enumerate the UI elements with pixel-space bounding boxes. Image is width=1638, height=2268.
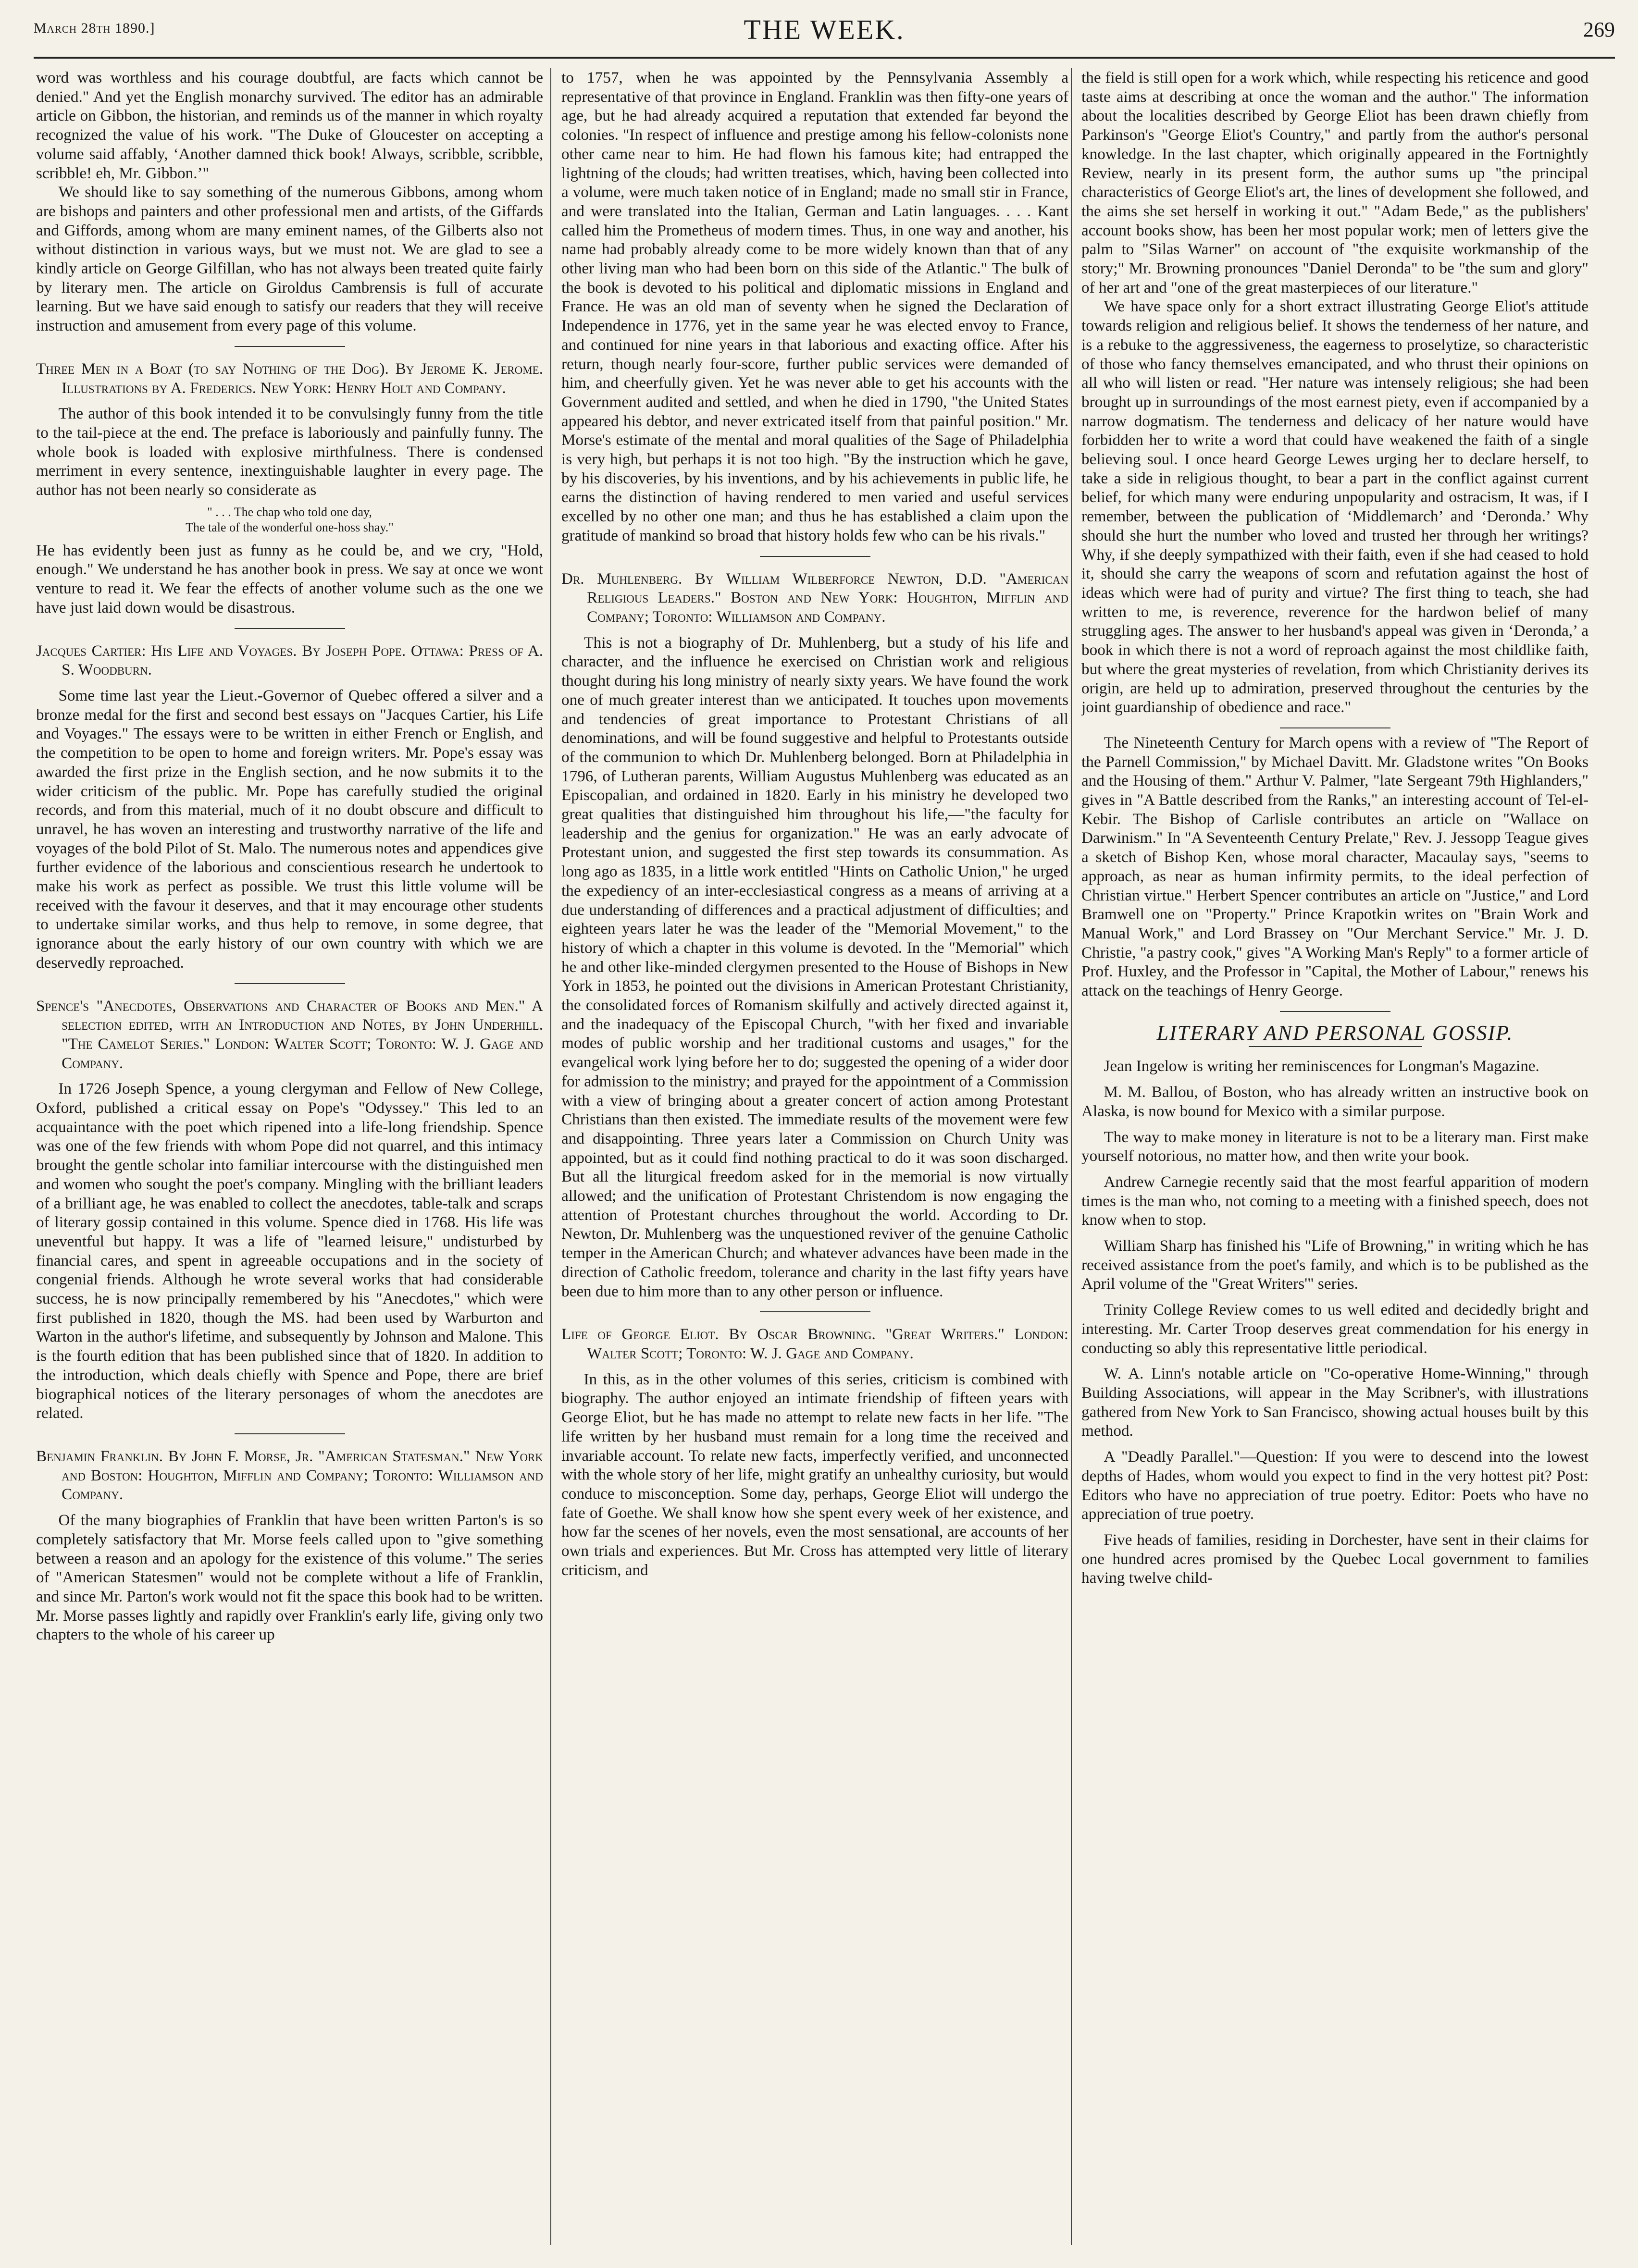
paragraph: The author of this book intended it to be convulsingly funny from the title to the tail-piece at the end. The preface is laboriously and painfully funny. The whole book is loaded with explosive mirthfulness. There is condensed merriment in every sentence, inextinguishable laughter in every page. The author has not been nearly so considerate as <box>36 405 543 499</box>
paragraph: the field is still open for a work which, while respecting his reticence and good taste aims at describing at once the woman and the author." The information about the localities described by George Eliot has been drawn chiefly from Parkinson's "George Eliot's Country," and partly from the author's personal knowledge. In the last chapter, which originally appeared in the Fortnightly Review, nearly in its present form, the author sums up "the principal characteristics of George Eliot's art, the lines of development she followed, and the aims she set herself in working it out." "Adam Bede," as the publishers' account books show, has been her most popular work; men of letters give the palm to "Silas Warner" on account of "the exquisite workmanship of the story;" Mr. Browning pronounces "Daniel Deronda" to be "the sum and glory" of her art and "one of the great masterpieces of our literature." <box>1081 69 1588 296</box>
publication-title: THE WEEK. <box>744 14 905 45</box>
verse-quote <box>36 505 543 535</box>
gossip-item: M. M. Ballou, of Boston, who has already written an instructive book on Alaska, is now bound for Mexico with a similar purpose. <box>1081 1083 1588 1120</box>
gossip-item: W. A. Linn's notable article on "Co-operative Home-Winning," through Building Associations, will appear in the May Scribner's, with illustrations gathered from New York to San Francisco, showing actual houses built by this method. <box>1081 1365 1588 1440</box>
section-rule <box>235 628 345 629</box>
gossip-item: Andrew Carnegie recently said that the most fearful apparition of modern times is the man who, not coming to a meeting with a finished speech, does not know when to stop. <box>1081 1172 1588 1229</box>
gossip-item: Jean Ingelow is writing her reminiscences for Longman's Magazine. <box>1104 1057 1539 1075</box>
paragraph: He has evidently been just as funny as he could be, and we cry, "Hold, enough." We understand he has another book in press. We say at once we wont venture to read it. We fear the effects of another volume such as the one we have just laid down would be disastrous. <box>36 541 543 616</box>
gossip-item: The way to make money in literature is not to be a literary man. First make yourself notorious, no matter how, and then write your book. <box>1081 1128 1588 1165</box>
review-heading-text: Spence's "Anecdotes, Observations and Character of Books and Men." A selection edited, with an Introduction and Notes, by John Underhill. "The Camelot Series." London: Walter Scott; Toronto: W. J. Gage and Company. <box>36 997 543 1072</box>
page-header <box>34 13 1615 47</box>
title-underline <box>1249 1046 1422 1047</box>
paragraph: to 1757, when he was appointed by the Pennsylvania Assembly a representative of that province in England. Franklin was then fifty-one years of age, but he had already acquired a reputation that extended far beyond the colonies. "In respect of influence and prestige among his fellow-colonists none other came near to him. He had flown his famous kite; had entrapped the lightning of the clouds; had written treatises, which, having been collected into a volume, were much taken notice of in England; made no small stir in France, and were translated into the Italian, German and Latin languages. . . . Kant called him the Prometheus of modern times. Thus, in one way and another, his name had probably already come to be more widely known than that of any other living man who had been born on this side of the Atlantic." The bulk of the book is devoted to his political and diplomatic missions in England and France. He was an old man of seventy when he signed the Declaration of Independence in 1776, yet in the same year he was elected envoy to France, and continued for nine years in that laborious and exacting office. After his return, though nearly four-score, further public services were demanded of him, and cheerfully given. Yet he was never able to get his accounts with the Government audited and settled, and when he died in 1790, "the United States appeared his debtor, and never extricated itself from that painful position." Mr. Morse's estimate of the mental and moral qualities of the Sage of Philadelphia is very high, but perhaps it is not too high. "By the instruction which he gave, by his discoveries, by his inventions, and by his achievements in public life, he earns the distinction of having rendered to men varied and useful services excelled by no other one man; and thus he has established a claim upon the gratitude of mankind so broad that history holds few who can be his rivals." <box>561 69 1068 544</box>
gossip-item: Trinity College Review comes to us well edited and decidedly bright and interesting. Mr. Carter Troop deserves great commendation for his energy in conducting so ably this representative little periodical. <box>1081 1301 1588 1357</box>
paragraph: The Nineteenth Century for March opens with a review of "The Report of the Parnell Commission," by Michael Davitt. Mr. Gladstone writes "On Books and the Housing of them." Arthur V. Palmer, "late Sergeant 79th Highlanders," gives in "A Battle described from the Ranks," an interesting account of Tel-el-Kebir. The Bishop of Carlisle contributes an article on "Wallace on Darwinism." In "A Seventeenth Century Prelate," Rev. J. Jessopp Teague gives a sketch of Bishop Ken, whose moral character, Macaulay says, "seems to approach, as near as human infirmity permits, to the ideal perfection of Christian virtue." Herbert Spencer contributes an article on "Justice," and Lord Bramwell one on "Property." Prince Krapotkin writes on "Brain Work and Manual Work," and Lord Brassey on "Our Merchant Service." Mr. J. D. Christie, "a pastry cook," gives "A Working Man's Reply" to a former article of Prof. Huxley, and the Professor in "Capital, the Mother of Labour," renews his attack on the teachings of Henry George. <box>1081 733 1588 1000</box>
paragraph: In 1726 Joseph Spence, a young clergyman and Fellow of New College, Oxford, published a critical essay on Pope's "Odyssey." This led to an acquaintance with the poet which ripened into a life-long friendship. Spence was one of the few friends with whom Pope did not quarrel, and this intimacy brought the gentle scholar into familiar intercourse with the distinguished men and women who sought the poet's company. Mingling with the brilliant leaders of a brilliant age, he was enabled to collect the anecdotes, table-talk and scraps of literary gossip contained in this volume. Spence died in 1768. His life was uneventful but happy. It was a life of "learned leisure," undisturbed by financial cares, and spent in agreeable occupations and in the society of congenial friends. Although he wrote several works that had considerable success, he is now principally remembered by his "Anecdotes," which were first published in 1820, though the MS. had been used by Warburton and Warton in the author's lifetime, and subsequently by Johnson and Malone. This is the fourth edition that has been published since that of 1820. In addition to the introduction, which deals chiefly with Spence and Pope, there are brief biographical notices of the literary personages of whom the anecdotes are related. <box>36 1080 543 1422</box>
issue-date: March 28th 1890.] <box>34 20 155 36</box>
column-1 <box>36 68 543 2245</box>
gossip-item: Five heads of families, residing in Dorchester, have sent in their claims for one hundred acres promised by the Quebec Local government to families having twelve child- <box>1081 1530 1588 1587</box>
review-heading <box>36 1447 543 1504</box>
column-2 <box>561 68 1068 2245</box>
review-heading <box>561 1325 1068 1363</box>
paragraph: We have space only for a short extract illustrating George Eliot's attitude towards religion and religious belief. It shows the tenderness of her nature, and is a rebuke to the aggressiveness, the eagerness to proselytize, so characteristic of those who fancy themselves emancipated, and who thrust their opinions on all who will listen or read. "Her nature was intensely religious; she had been brought up in surroundings of the most earnest piety, even if accompanied by a narrow dogmatism. The tenderness and delicacy of her nature would have forbidden her to write a word that could have weakened the faith of a single believing soul. I once heard George Lewes urging her to declare herself, to take a side in religious thought, to bear a part in the conflict against current belief, for which many were enduring unpopularity and ostracism, It was, if I remember, between the publication of ‘Middlemarch’ and ‘Deronda.’ Why should she hurt the number who loved and trusted her through her writings? Why, if she deeply sympathized with their faith, even if she had ceased to hold it, should she carry the weapons of scorn and refutation against the host of ideas which were had of purity and virtue? The first thing to teach, she had written to me, is reverence, reverence for the hardwon belief of many struggling ages. The answer to her husband's appeal was given in ‘Deronda,’ a book in which there is not a word of reproach against the most childlike faith, but where the great mysteries of revelation, from which Christianity derives its origin, are held up to admiration, preserved throughout the centuries by the joint guardianship of obedience and race." <box>1081 297 1588 716</box>
review-heading-text: Jacques Cartier: His Life and Voyages. By Joseph Pope. Ottawa: Press of A. S. Woodburn. <box>36 641 543 679</box>
paragraph: We should like to say something of the numerous Gibbons, among whom are bishops and painters and other professional men and artists, of the Giffards and Giffords, among whom are many eminent names, of the Gilberts also not without distinction in various ways, but we must not. We are glad to see a kindly article on George Gilfillan, who has not always been treated quite fairly by literary men. The article on Giroldus Cambrensis is full of accurate learning. But we have said enough to satisfy our readers that they will receive instruction and amusement from every page of this volume. <box>36 183 543 335</box>
review-heading-text: Three Men in a Boat (to say Nothing of the Dog). By Jerome K. Jerome. Illustrations by A. Frederics. New York: Henry Holt and Company. <box>36 359 543 397</box>
verse-line: The tale of the wonderful one-hoss shay." <box>186 520 394 534</box>
review-heading <box>36 641 543 679</box>
review-heading <box>36 997 543 1073</box>
section-rule <box>760 556 870 557</box>
review-heading-text: Benjamin Franklin. By John F. Morse, Jr. "American Statesman." New York and Boston: Houghton, Mifflin and Company; Toronto: Williamson and Company. <box>36 1447 543 1504</box>
paragraph: In this, as in the other volumes of this series, criticism is combined with biography. The author enjoyed an intimate friendship of fifteen years with George Eliot, but he has made no attempt to relate new facts in her life. "The life written by her husband must remain for a long time the received and invariable account. To relate new facts, imperfectly verified, and unconnected with the whole story of her life, might gratify an unhealthy curiosity, but would conduce to misconception. Some day, perhaps, George Eliot will undergo the fate of Goethe. We shall know how she spent every week of her existence, and how far the scenes of her novels, even the most sensational, are accounts of her own trials and experiences. But Mr. Cross has attempted very little of literary criticism, and <box>561 1370 1068 1579</box>
header-rule <box>34 57 1615 59</box>
paragraph: Some time last year the Lieut.-Governor of Quebec offered a silver and a bronze medal for the first and second best essays on "Jacques Cartier, his Life and Voyages." The essays were to be written in either French or English, and the competition to be open to home and foreign writers. Mr. Pope's essay was awarded the first prize in the English section, and he now submits it to the wider criticism of the public. Mr. Pope has carefully studied the original records, and from this material, much of it no doubt obscure and difficult to unravel, he has woven an interesting and trustworthy narrative of the life and voyages of the bold Pilot of St. Malo. The numerous notes and appendices give further evidence of the laborious and conscientious research he undertook to make his work as perfect as possible. We trust this little volume will be received with the favour it deserves, and that it may encourage other students to undertake similar works, and thus help to remove, in some degree, that ignorance about the early history of our own country with which we are deservedly reproached. <box>36 686 543 972</box>
section-rule <box>235 346 345 347</box>
page-number: 269 <box>1583 18 1615 41</box>
paragraph: word was worthless and his courage doubtful, are facts which cannot be denied." And yet the English monarchy survived. The editor has an admirable article on Gibbon, the historian, and reminds us of the manner in which royalty recognized the value of his work. "The Duke of Gloucester on accepting a volume said affably, ‘Another damned thick book! Always, scribble, scribble, scribble! eh, Mr. Gibbon.’" <box>36 69 543 182</box>
section-rule <box>235 983 345 984</box>
paragraph: This is not a biography of Dr. Muhlenberg, but a study of his life and character, and the influence he exercised on Christian work and religious thought during his long ministry of nearly sixty years. We have found the work one of much greater interest than we anticipated. It touches upon movements and tendencies of great importance to Protestant Christians of all denominations, and will be found suggestive and helpful to Protestants outside of the communion to which Dr. Muhlenberg belonged. Born at Philadelphia in 1796, of Lutheran parents, William Augustus Muhlenberg was educated as an Episcopalian, and ordained in 1820. Early in his ministry he developed two great qualities that distinguished him throughout his life,—"the faculty for leadership and the genius for organization." He was an early advocate of Protestant union, and suggested the first step towards its consummation. As long ago as 1835, in a little work entitled "Hints on Catholic Union," he urged the expediency of an inter-ecclesiastical congress as a means of arriving at a due understanding of differences and a practical adjustment of difficulties; and eighteen years later he was the leader of the "Memorial Movement," to the history of which a chapter in this volume is devoted. In the "Memorial" which he and other like-minded clergymen presented to the House of Bishops in New York in 1853, he pointed out the divisions in American Protestant Christianity, the consolidated forces of Romanism skilfully and actively directed against it, and the inadequacy of the Episcopal Church, "with her fixed and invariable modes of public worship and her traditional customs and usages," for the evangelical work lying before her to do; suggested the opening of a wider door for admission to the ministry; and prayed for the appointment of a Commission with a view of bringing about a greater concert of action among Protestant Christians than then existed. The immediate results of the movement were few and disappointing. Three years later a Commission on Church Unity was appointed, but as it could find nothing practical to do it was soon discharged. But all the liturgical freedom asked for in the memorial is now virtually allowed; and the unification of Protestant Christendom is now engaging the attention of Protestant churches throughout the world. According to Dr. Newton, Dr. Muhlenberg was the unquestioned reviver of the genuine Catholic temper in the American Church; and whatever advances have been made in the direction of Catholic freedom, tolerance and charity in the last fifty years have been due to him more than to any other person or influence. <box>561 633 1068 1300</box>
section-rule <box>760 1311 870 1312</box>
column-3 <box>1081 68 1588 2245</box>
verse-line: " . . . The chap who told one day, <box>207 505 372 519</box>
review-heading-text: Life of George Eliot. By Oscar Browning. "Great Writers." London: Walter Scott; Toronto: W. J. Gage and Company. <box>561 1325 1068 1362</box>
review-heading <box>561 569 1068 627</box>
section-rule <box>1280 1011 1390 1012</box>
paragraph: Of the many biographies of Franklin that have been written Parton's is so completely satisfactory that Mr. Morse feels called upon to "give something between a reason and an apology for the existence of this volume." The series of "American Statesmen" would not be complete without a life of Franklin, and since Mr. Parton's work would not fit the space this book had to be written. Mr. Morse passes lightly and rapidly over Franklin's early life, giving only two chapters to the whole of his career up <box>36 1511 543 1644</box>
column-divider <box>1071 68 1072 2245</box>
section-rule <box>235 1433 345 1434</box>
gossip-item: A "Deadly Parallel."—Question: If you were to descend into the lowest depths of Hades, whom would you expect to find in the very hottest pit? Post: Editors who have no appreciation of true poetry. Editor: Poets who have no appreciation of true poetry. <box>1081 1448 1588 1523</box>
review-heading <box>36 359 543 397</box>
gossip-item: William Sharp has finished his "Life of Browning," in writing which he has received assistance from the poet's family, and which is to be published as the April volume of the "Great Writers'" series. <box>1081 1237 1588 1293</box>
section-title: LITERARY AND PERSONAL GOSSIP. <box>1156 1021 1514 1045</box>
section-rule <box>1280 727 1390 728</box>
column-divider <box>550 68 551 2245</box>
review-heading-text: Dr. Muhlenberg. By William Wilberforce Newton, D.D. "American Religious Leaders." Boston and New York: Houghton, Mifflin and Company; Toronto: Williamson and Company. <box>561 569 1068 626</box>
